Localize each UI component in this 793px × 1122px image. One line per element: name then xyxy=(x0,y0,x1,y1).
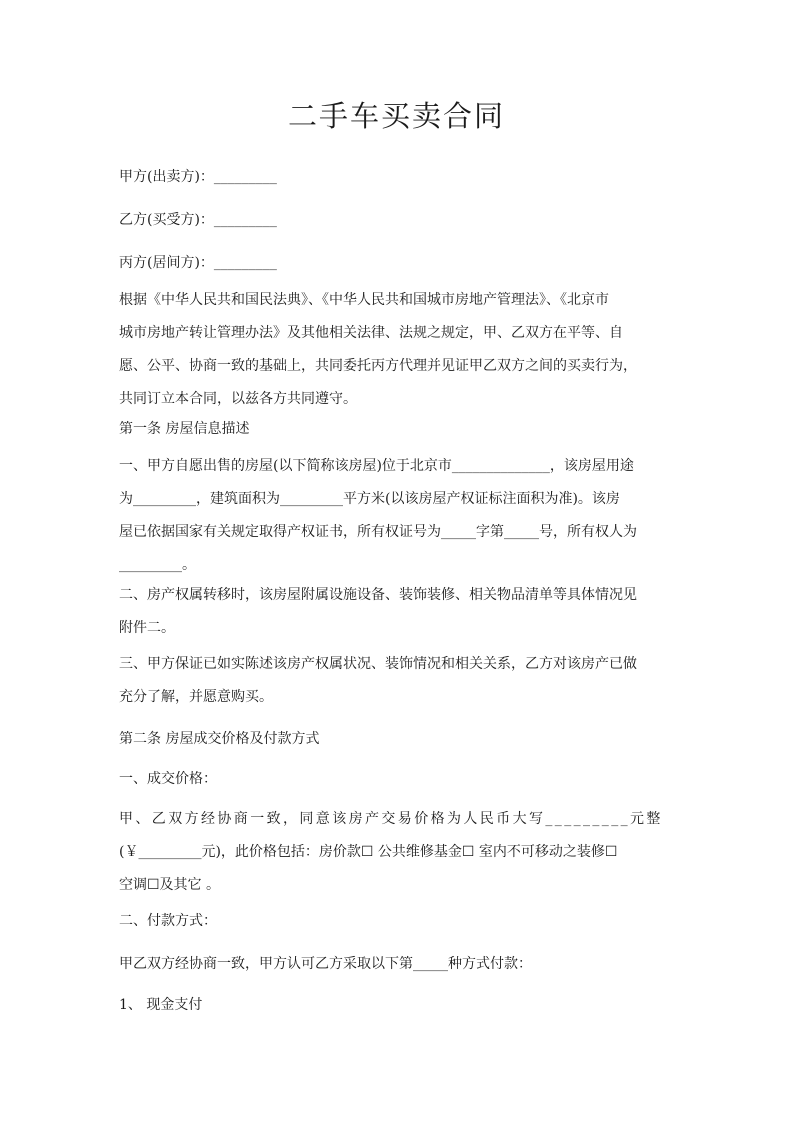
paragraph-line: 充分了解，并愿意购买。 xyxy=(119,689,273,705)
payment-heading: 二、付款方式： xyxy=(119,913,217,929)
paragraph-line: _________。 xyxy=(119,557,196,573)
paragraph-line: 屋已依据国家有关规定取得产权证书，所有权证号为_____字第_____号，所有权人为 xyxy=(119,524,637,540)
preamble-line: 愿、公平、协商一致的基础上，共同委托丙方代理并见证甲乙双方之间的买卖行为， xyxy=(119,358,637,374)
party-b-line: 乙方(买受方)：_________ xyxy=(119,212,277,228)
article-1-item-2 xyxy=(119,584,679,650)
paragraph-line: 附件二。 xyxy=(119,620,175,636)
preamble-line: 共同订立本合同，以兹各方共同遵守。 xyxy=(119,391,357,407)
paragraph-line: 为_________，建筑面积为_________平方米(以该房屋产权证标注面积为准)。该房 xyxy=(119,491,620,507)
article-1-heading: 第一条 房屋信息描述 xyxy=(119,421,250,437)
payment-option-1: 1、 现金支付 xyxy=(119,997,203,1013)
paragraph-line: 甲、乙双方经协商一致，同意该房产交易价格为人民币大写_________元整 xyxy=(119,811,663,827)
paragraph-line: 空调☐及其它 。 xyxy=(119,877,221,893)
preamble-line: 根据《中华人民共和国民法典》、《中华人民共和国城市房地产管理法》、《北京市 xyxy=(119,292,609,308)
preamble-paragraph xyxy=(119,289,679,421)
article-2-heading: 第二条 房屋成交价格及付款方式 xyxy=(119,731,320,747)
payment-text: 甲乙双方经协商一致，甲方认可乙方采取以下第_____种方式付款： xyxy=(119,956,532,972)
document-title: 二手车买卖合同 xyxy=(287,99,505,133)
price-heading: 一、成交价格： xyxy=(119,771,217,787)
paragraph-line: 三、甲方保证已如实陈述该房产权属状况、装饰情况和相关关系，乙方对该房产已做 xyxy=(119,656,637,672)
article-1-item-3 xyxy=(119,653,679,719)
party-c-line: 丙方(居间方)：_________ xyxy=(119,255,277,271)
article-1-item-1 xyxy=(119,455,679,587)
preamble-line: 城市房地产转让管理办法》及其他相关法律、法规之规定，甲、乙双方在平等、自 xyxy=(119,325,623,341)
paragraph-line: 二、房产权属转移时，该房屋附属设施设备、装饰装修、相关物品清单等具体情况见 xyxy=(119,587,637,603)
party-a-line: 甲方(出卖方)：_________ xyxy=(119,169,277,185)
price-paragraph xyxy=(119,808,679,907)
paragraph-line: (￥_________元)，此价格包括：房价款☐ 公共维修基金☐ 室内不可移动之装修☐ xyxy=(119,844,618,860)
paragraph-line: 一、甲方自愿出售的房屋(以下简称该房屋)位于北京市______________，该房屋用途 xyxy=(119,458,634,474)
